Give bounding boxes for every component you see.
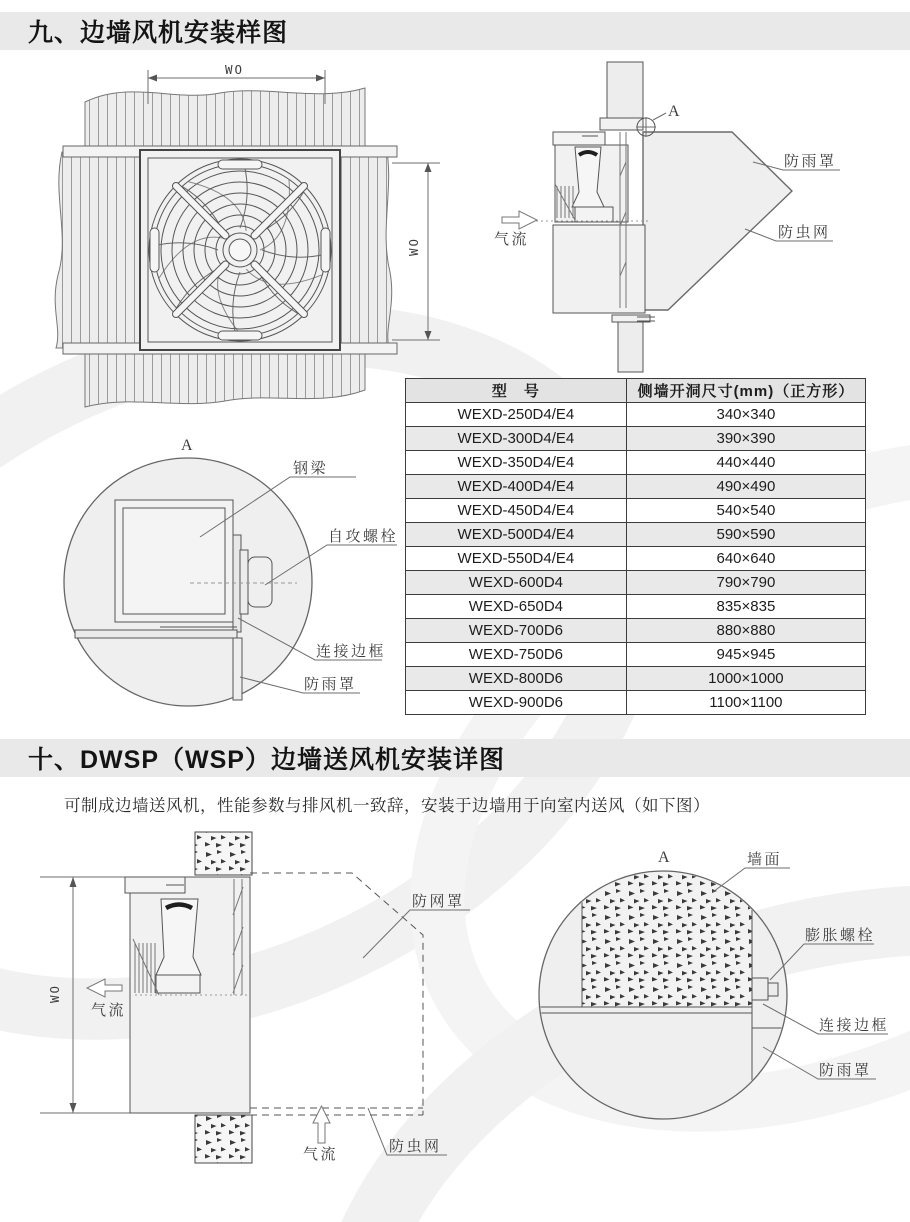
supply-detail-a-diagram xyxy=(530,840,910,1130)
label-mesh-cover xyxy=(363,893,470,958)
wall-block-top xyxy=(195,832,252,875)
svg-text:连接边框: 连接边框 xyxy=(819,1017,890,1034)
table-row xyxy=(406,499,866,523)
section9-header xyxy=(0,12,910,50)
steel-beam-section xyxy=(115,500,233,622)
model-cell: WEXD-400D4/E4 xyxy=(406,475,627,499)
table-row xyxy=(406,595,866,619)
model-cell: WEXD-600D4 xyxy=(406,571,627,595)
model-cell: WEXD-550D4/E4 xyxy=(406,547,627,571)
label-expansion-bolt xyxy=(770,927,875,980)
model-cell: WEXD-300D4/E4 xyxy=(406,427,627,451)
size-header: 侧墙开洞尺寸(mm)（正方形） xyxy=(626,379,865,403)
size-cell: 835×835 xyxy=(626,595,865,619)
model-cell: WEXD-350D4/E4 xyxy=(406,451,627,475)
svg-text:防雨罩: 防雨罩 xyxy=(784,153,837,170)
size-cell: 590×590 xyxy=(626,523,865,547)
table-row xyxy=(406,667,866,691)
model-cell: WEXD-900D6 xyxy=(406,691,627,715)
table-row xyxy=(406,451,866,475)
airflow-arrow xyxy=(494,211,537,248)
airflow-label: 气流 xyxy=(303,1146,339,1163)
dim-label-wo: WO xyxy=(225,62,245,77)
airflow-arrow-left xyxy=(87,979,126,1019)
svg-text:自攻螺栓: 自攻螺栓 xyxy=(328,528,399,545)
svg-text:防虫网: 防虫网 xyxy=(389,1138,442,1155)
table-head xyxy=(406,379,866,403)
size-cell: 790×790 xyxy=(626,571,865,595)
dim-label-wo: WO xyxy=(47,983,62,1003)
section10-description: 可制成边墙送风机，性能参数与排风机一致辞，安装于边墙用于向室内送风（如下图） xyxy=(64,797,710,815)
front-view-diagram xyxy=(40,60,452,412)
section9-title: 九、边墙风机安装样图 xyxy=(28,19,289,47)
table-row xyxy=(406,475,866,499)
airflow-arrow-bottom xyxy=(303,1106,338,1163)
wall-surface-section xyxy=(582,864,752,1007)
opening-size-table xyxy=(405,378,866,715)
fan-unit xyxy=(536,132,655,321)
model-cell: WEXD-650D4 xyxy=(406,595,627,619)
size-cell: 540×540 xyxy=(626,499,865,523)
detail-a-label: A xyxy=(658,849,670,866)
model-cell: WEXD-250D4/E4 xyxy=(406,403,627,427)
detail-a-label: A xyxy=(668,103,680,120)
svg-text:墙面: 墙面 xyxy=(747,851,783,868)
model-cell: WEXD-450D4/E4 xyxy=(406,499,627,523)
detail-a-diagram xyxy=(55,430,415,720)
rain-cover-shape xyxy=(643,132,792,310)
table-row xyxy=(406,523,866,547)
section10-title: 十、DWSP（WSP）边墙送风机安装详图 xyxy=(28,746,505,774)
size-cell: 640×640 xyxy=(626,547,865,571)
size-cell: 440×440 xyxy=(626,451,865,475)
svg-text:连接边框: 连接边框 xyxy=(316,643,387,660)
table-row xyxy=(406,571,866,595)
size-cell: 390×390 xyxy=(626,427,865,451)
model-cell: WEXD-800D6 xyxy=(406,667,627,691)
mesh-cover-outline xyxy=(250,873,423,1115)
model-cell: WEXD-700D6 xyxy=(406,619,627,643)
size-cell: 880×880 xyxy=(626,619,865,643)
table-row xyxy=(406,547,866,571)
svg-text:防雨罩: 防雨罩 xyxy=(304,676,357,693)
label-rain-cover xyxy=(763,1047,876,1079)
side-view-diagram xyxy=(490,58,910,378)
table-row xyxy=(406,619,866,643)
airflow-label: 气流 xyxy=(91,1002,127,1019)
table-row xyxy=(406,403,866,427)
label-insect-screen xyxy=(745,224,833,241)
fan-unit xyxy=(125,877,250,1113)
svg-text:防网罩: 防网罩 xyxy=(412,893,465,910)
detail-a-label: A xyxy=(181,437,193,454)
svg-text:防虫网: 防虫网 xyxy=(778,224,831,241)
section10-header xyxy=(0,739,910,777)
size-cell: 1000×1000 xyxy=(626,667,865,691)
model-cell: WEXD-500D4/E4 xyxy=(406,523,627,547)
table-row xyxy=(406,427,866,451)
model-header: 型 号 xyxy=(406,379,627,403)
wall-block-bottom xyxy=(195,1115,252,1163)
model-cell: WEXD-750D6 xyxy=(406,643,627,667)
table-row xyxy=(406,643,866,667)
size-cell: 490×490 xyxy=(626,475,865,499)
supply-fan-diagram xyxy=(35,825,480,1170)
dim-label-wo: WO xyxy=(406,236,421,256)
airflow-label: 气流 xyxy=(494,231,530,248)
size-cell: 945×945 xyxy=(626,643,865,667)
table-row xyxy=(406,691,866,715)
size-cell: 1100×1100 xyxy=(626,691,865,715)
table-body xyxy=(406,403,866,715)
svg-text:钢梁: 钢梁 xyxy=(293,460,329,477)
label-wall-surface xyxy=(713,850,790,892)
svg-text:防雨罩: 防雨罩 xyxy=(819,1062,872,1079)
dimension-height xyxy=(392,163,440,340)
size-cell: 340×340 xyxy=(626,403,865,427)
svg-text:膨胀螺栓: 膨胀螺栓 xyxy=(805,927,876,944)
